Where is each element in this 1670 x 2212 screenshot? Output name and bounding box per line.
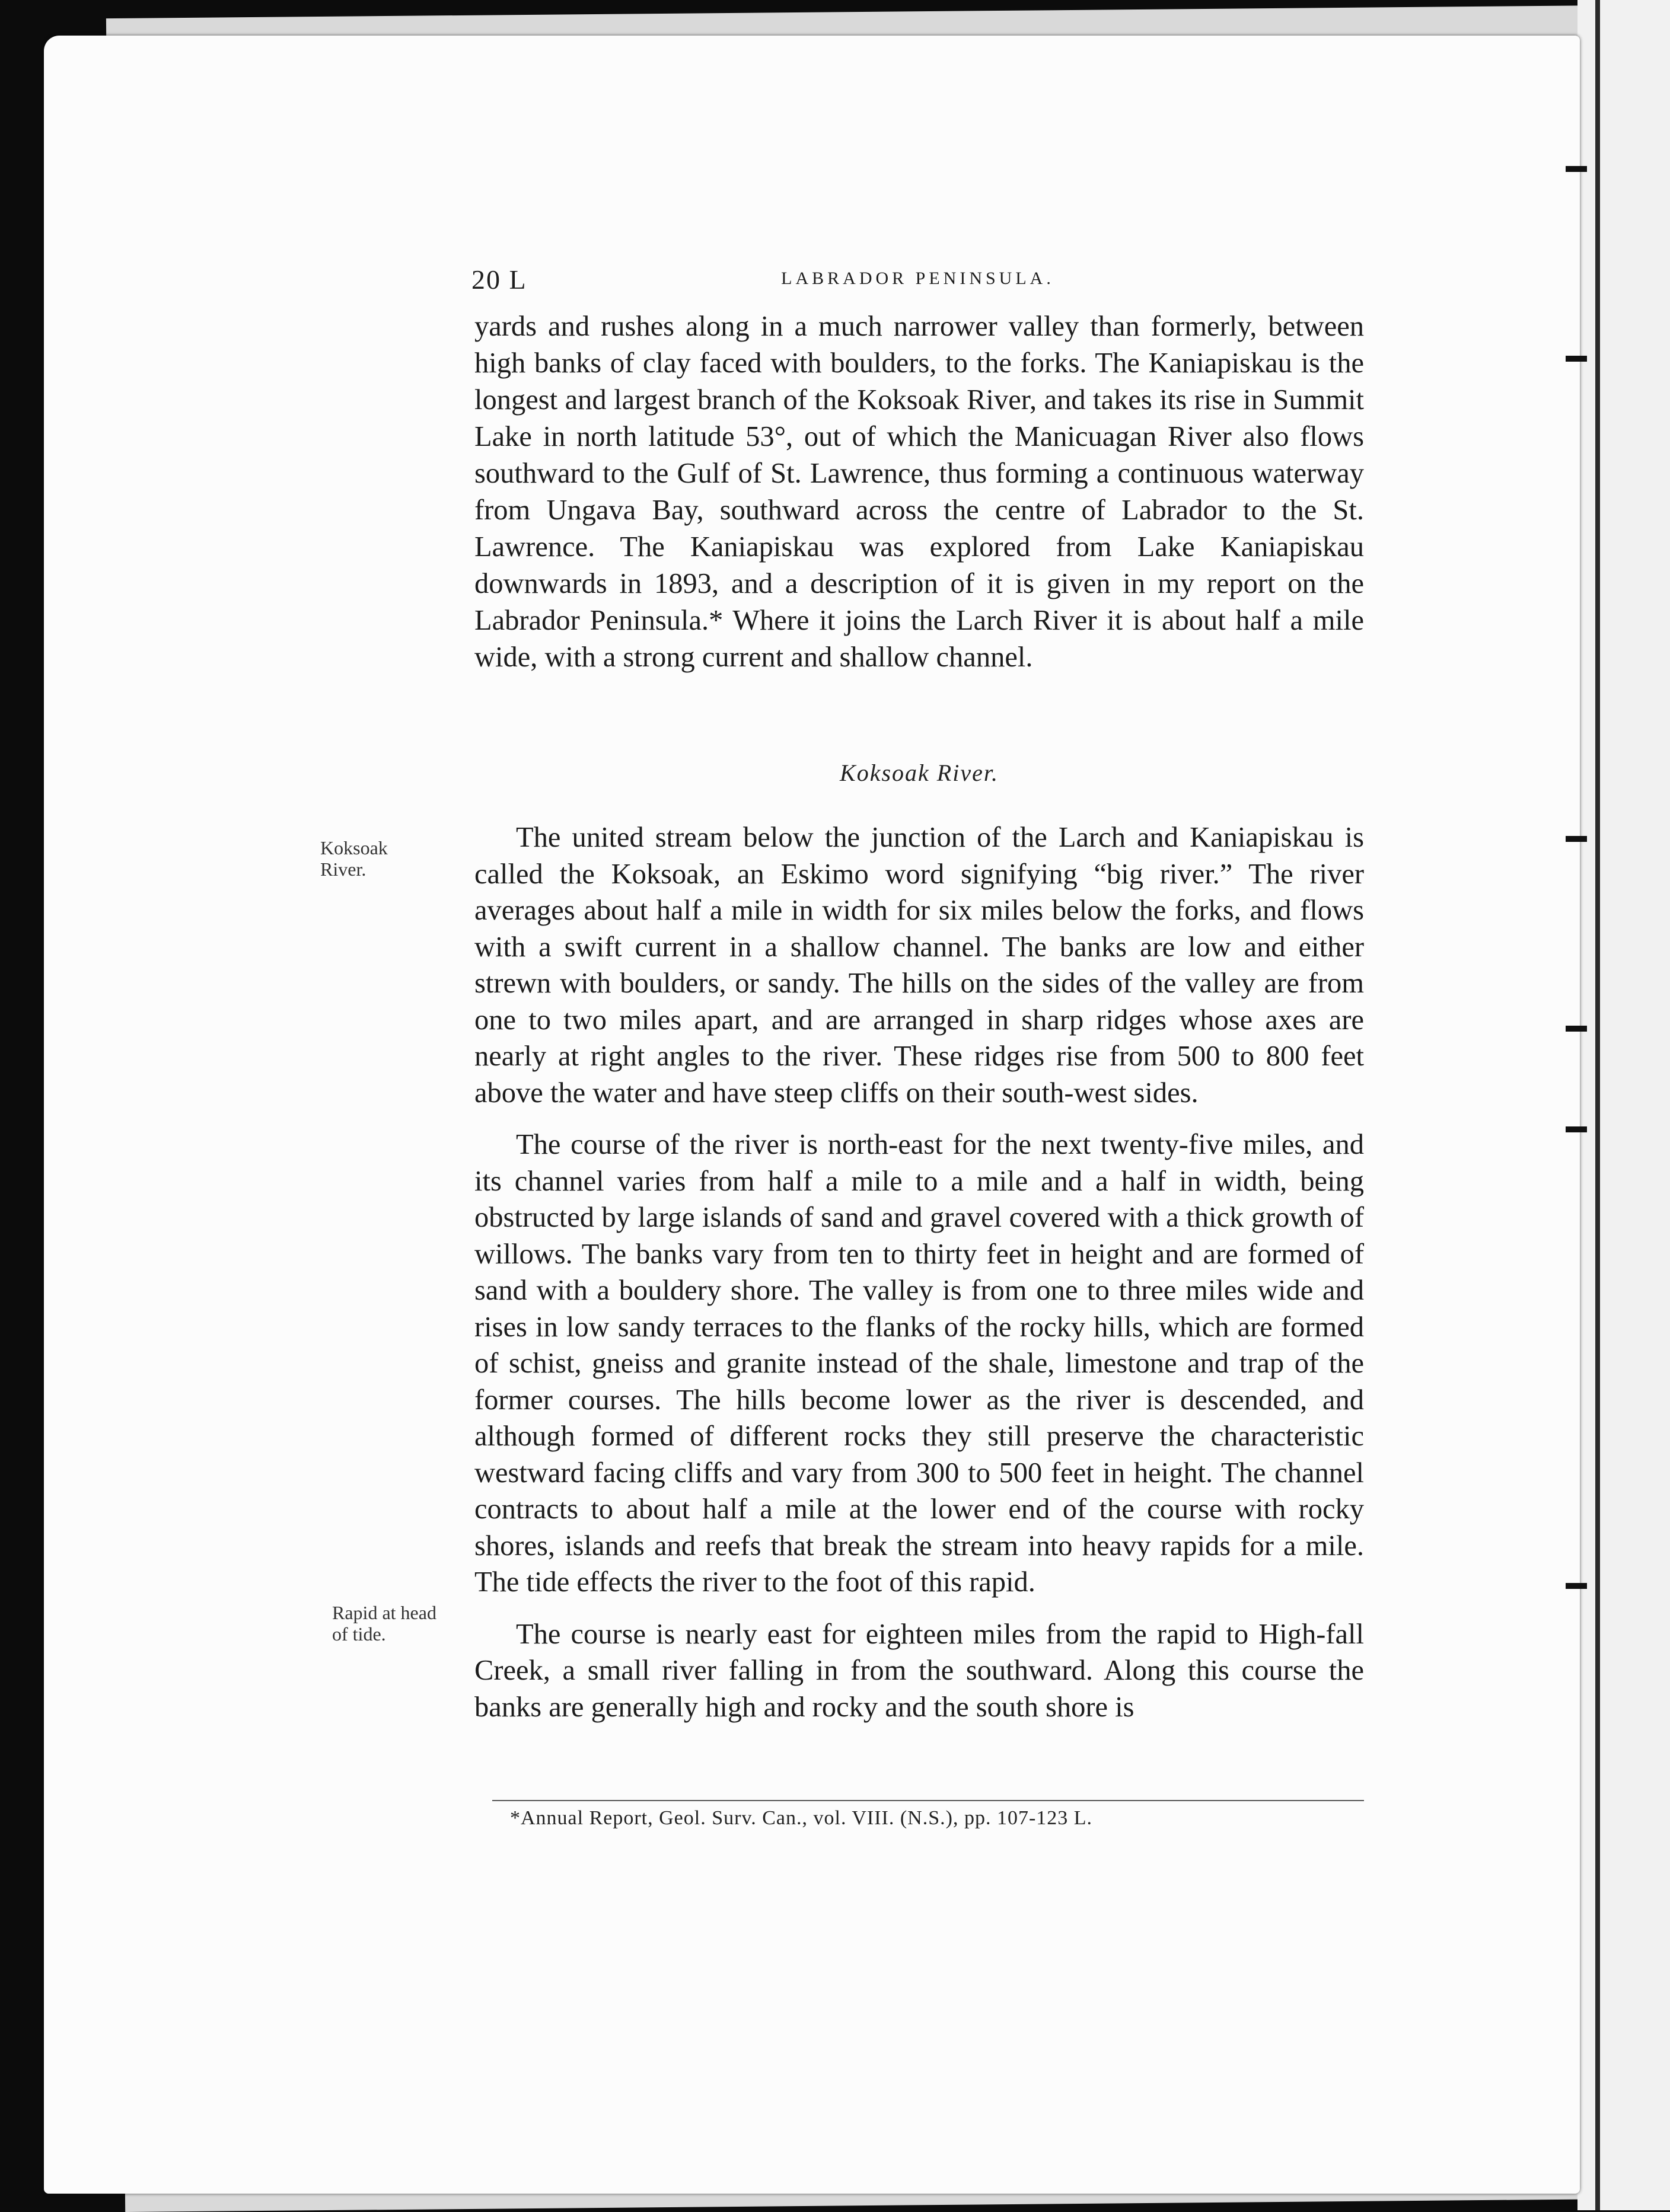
- page-header: [471, 264, 1364, 299]
- paragraph: The course is nearly east for eighteen miles from the rapid to High-fall Creek, a small river falling in from the southward. Along this course the banks are generally high and rocky and the south shore is: [474, 1618, 1364, 1723]
- footnote-rule: [492, 1800, 1364, 1801]
- binding-mark: [1566, 1126, 1587, 1132]
- binding-mark: [1566, 836, 1587, 842]
- binding-mark: [1566, 166, 1587, 172]
- paragraph: The course of the river is north-east for the next twenty-five miles, and its channel varies from half a mile to a mile and a half in width, being obstructed by large islands of sand and gravel covered with a thick growth of willows. The banks vary from ten to thirty feet in height and are formed of sand with a bouldery shore. The valley is from one to three miles wide and rises in low sandy terraces to the flanks of the rocky hills, which are formed of schist, gneiss and granite instead of the shale, limestone and trap of the former courses. The hills become lower as the river is descended, and although formed of different rocks they still preserve the characteristic westward facing cliffs and vary from 300 to 500 feet in height. The channel contracts to about half a mile at the lower end of the course with rocky shores, islands and reefs that break the stream into heavy rapids for a mile. The tide effects the river to the foot of this rapid.: [474, 1129, 1364, 1598]
- section-heading: Koksoak River.: [840, 759, 999, 786]
- paragraph: yards and rushes along in a much narrower valley than formerly, between high banks of clay faced with boulders, to the forks. The Kaniapiskau is the longest and largest branch of the Koksoak River, and takes its rise in Summit Lake in north latitude 53°, out of which the Manicuagan River also flows southward to the Gulf of St. Lawrence, thus forming a continuous waterway from Ungava Bay, southward across the centre of Labrador to the St. Lawrence. The Kaniapiskau was explored from Lake Kaniapiskau downwards in 1893, and a description of it is given in my report on the Labrador Peninsula.* Where it joins the Larch River it is about half a mile wide, with a strong current and shallow channel.: [474, 311, 1364, 673]
- running-title: LABRADOR PENINSULA.: [781, 269, 1054, 288]
- continued-paragraph: [474, 308, 1364, 676]
- margin-note-line: of tide.: [332, 1623, 386, 1645]
- paragraph: The united stream below the junction of the Larch and Kaniapiskau is called the Koksoak, an Eskimo word signifying “big river.” The river averages about half a mile in width for six miles below the forks, and flows with a swift current in a shallow channel. The banks are low and either strewn with boulders, or sandy. The hills on the sides of the valley are from one to two miles apart, and are arranged in sharp ridges whose axes are nearly at right angles to the river. These ridges rise from 500 to 800 feet above the water and have steep cliffs on their south-west sides.: [474, 822, 1364, 1109]
- margin-note-line: River.: [320, 858, 366, 880]
- binding-mark: [1566, 1583, 1587, 1589]
- binding-mark: [1566, 356, 1587, 362]
- binding-mark: [1566, 1026, 1587, 1032]
- margin-note-rapid: [332, 1602, 480, 1645]
- binding-strip: [1595, 0, 1600, 2210]
- footnote: *Annual Report, Geol. Surv. Can., vol. VIII. (N.S.), pp. 107-123 L.: [510, 1807, 1093, 1829]
- margin-note-koksoak: [320, 837, 469, 880]
- koksoak-section: [474, 819, 1364, 1741]
- margin-note-line: Koksoak: [320, 837, 388, 858]
- margin-note-line: Rapid at head: [332, 1602, 436, 1623]
- adjacent-page-edge: [1577, 0, 1670, 2210]
- page-number: 20 L: [471, 264, 527, 295]
